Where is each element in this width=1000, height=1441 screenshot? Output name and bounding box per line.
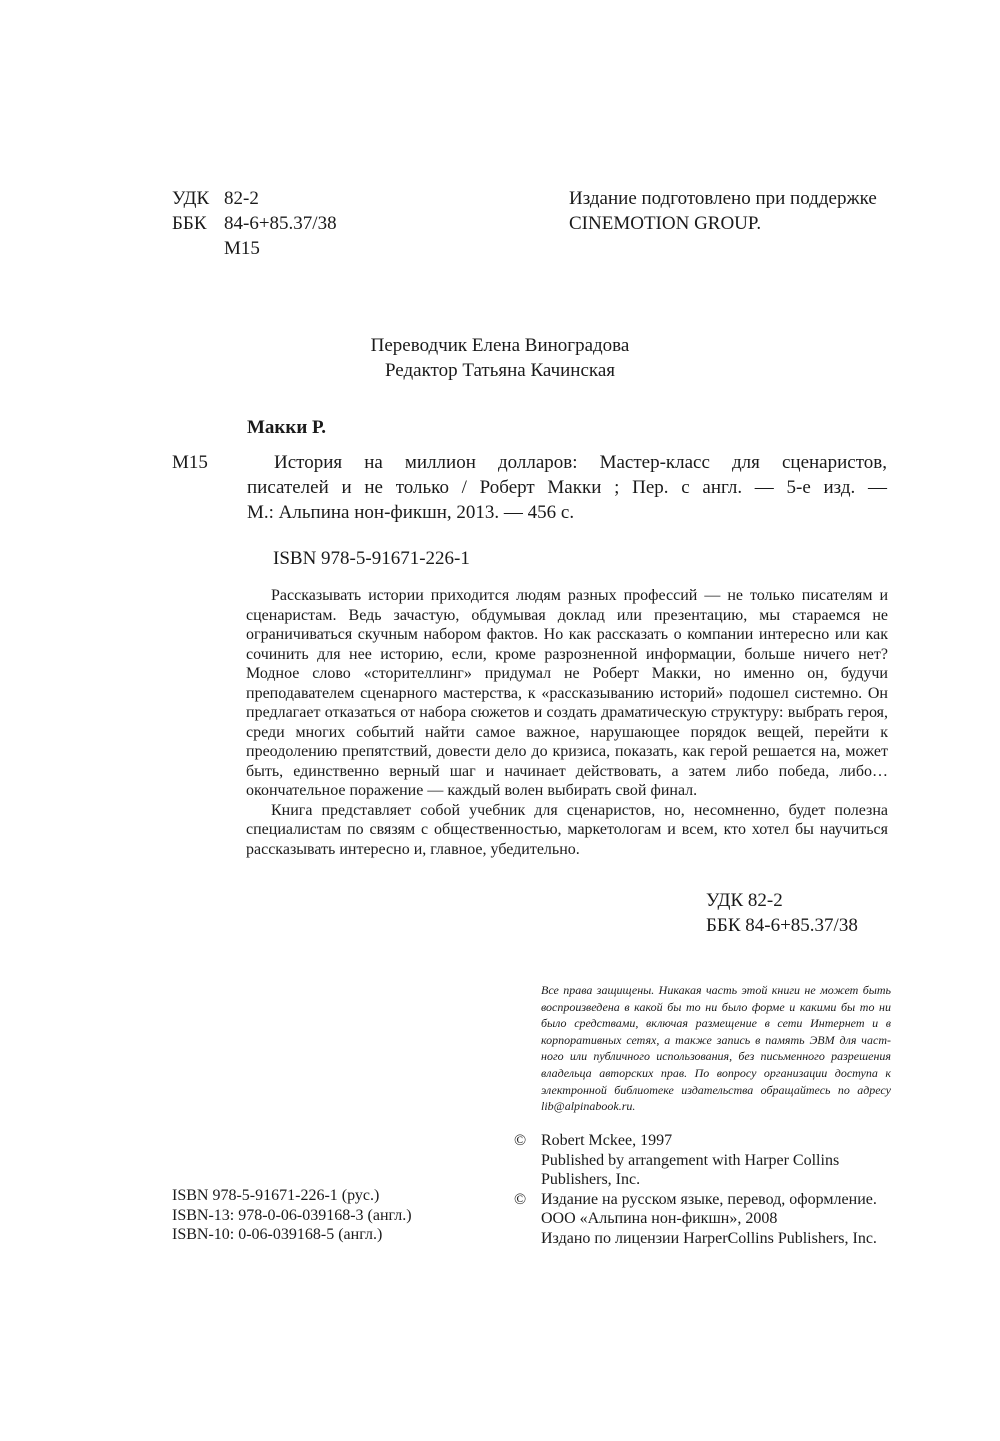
classification-row-bbk <box>172 211 337 236</box>
support-note-line1: Издание подготовлено при поддержке <box>569 188 877 209</box>
udk-label: УДК <box>172 188 210 209</box>
cutter-value: М15 <box>224 238 260 259</box>
abstract <box>246 586 888 859</box>
citation-line: писателей и не только / Роберт Макки ; Пер. с англ. — 5-е изд. — <box>247 477 887 498</box>
rights-line: lib@alpinabook.ru. <box>541 1099 636 1114</box>
cutter-code: М15 <box>172 452 208 473</box>
isbn-main: ISBN 978-5-91671-226-1 <box>273 548 470 569</box>
bbk-label: ББК <box>172 213 207 234</box>
bbk-code: ББК 84-6+85.37/38 <box>706 915 858 936</box>
copyright-russian-line: Издание на русском языке, перевод, оформление. <box>541 1190 877 1208</box>
copyright-block <box>514 1131 892 1248</box>
copyright-icon: © <box>514 1132 527 1149</box>
support-note <box>569 186 899 236</box>
copyright-original-line: Robert Mckee, 1997 <box>541 1132 673 1149</box>
copyright-icon: © <box>514 1190 527 1208</box>
rights-line: воспроизведена в какой бы то ни было форме и какими бы то ни <box>541 999 891 1014</box>
copyright-original <box>514 1131 892 1190</box>
editor-credit: Редактор Татьяна Качинская <box>384 360 616 381</box>
translator-credit: Переводчик Елена Виноградова <box>370 335 630 356</box>
copyright-russian-line: ООО «Альпина нон-фикшн», 2008 <box>541 1210 778 1227</box>
udk-code: УДК 82-2 <box>706 890 783 911</box>
rights-line: было средствами, включая размещение в сети Интернет и в <box>541 1016 891 1031</box>
isbn-list <box>172 1186 412 1245</box>
author-heading: Макки Р. <box>247 417 327 438</box>
rights-line: Все права защищены. Никакая часть этой книги не может быть <box>541 983 891 997</box>
citation-line: М.: Альпина нон-фикшн, 2013. — 456 с. <box>247 502 575 523</box>
rights-line: корпоративных сетях, а также запись в память ЭВМ для част- <box>541 1032 891 1047</box>
isbn-entry: ISBN-13: 978-0-06-039168-3 (англ.) <box>172 1206 412 1224</box>
udk-value: 82-2 <box>224 188 259 209</box>
abstract-paragraph: Книга представляет собой учебник для сценаристов, но, несомненно, будет полезна специалистам по связям с общественностью, маркетологам и всем, кто хотел бы научиться рассказывать интересно и, главное, убедительно. <box>246 801 888 858</box>
rights-line: владельца авторских прав. По вопросу организации доступа к <box>541 1065 891 1080</box>
classification-row-cutter <box>172 236 337 261</box>
bibliographic-citation <box>247 450 887 525</box>
rights-line: электронной библиотеке издательства обращайтесь по адресу <box>541 1082 891 1097</box>
rights-notice <box>541 982 891 1115</box>
rights-line: ного или публичного использования, без письменного разрешения <box>541 1049 891 1064</box>
abstract-paragraph: Рассказывать истории приходится людям разных профессий — не только писателям и сценаристам. Ведь зачастую, обдумывая доклад или презентацию, мы стараемся не ограничиваться скучным набором фактов. Но как рассказать о компании интересно или как сочинить для нее историю, если, кроме разрозненной информации, больше ничего нет? Модное слово «сторителлинг» придумал не Роберт Макки, но именно он, будучи преподавателем сценарного мастерства, к «рассказыванию историй» подошел системно. Он предлагает отказаться от набора сюжетов и создать драматическую структуру: выбрать героя, среди многих событий найти самое важное, нарушающее порядок вещей, перейти к преодолению препятствий, довести дело до кризиса, показать, как герой решается на, может быть, единственно верный шаг и начинает действовать, а затем либо победа, либо… окончательное поражение — каждый волен выбирать свой финал. <box>246 587 888 799</box>
copyright-russian <box>514 1190 892 1249</box>
cutter-label <box>172 236 224 261</box>
copyright-original-line: Published by arrangement with Harper Collins <box>541 1151 840 1169</box>
citation-line: История на миллион долларов: Мастер-класс для сценаристов, <box>274 452 887 473</box>
credits <box>0 333 1000 383</box>
isbn-entry: ISBN-10: 0-06-039168-5 (англ.) <box>172 1226 383 1243</box>
copyright-russian-line: Издано по лицензии HarperCollins Publishers, Inc. <box>541 1229 877 1247</box>
copyright-original-line: Publishers, Inc. <box>541 1171 641 1188</box>
bbk-value: 84-6+85.37/38 <box>224 213 337 234</box>
isbn-entry: ISBN 978-5-91671-226-1 (рус.) <box>172 1187 380 1204</box>
classification-row-udk <box>172 186 337 211</box>
classification-bottom <box>706 888 858 938</box>
support-note-line2: CINEMOTION GROUP. <box>569 213 762 234</box>
classification-top <box>172 186 337 261</box>
